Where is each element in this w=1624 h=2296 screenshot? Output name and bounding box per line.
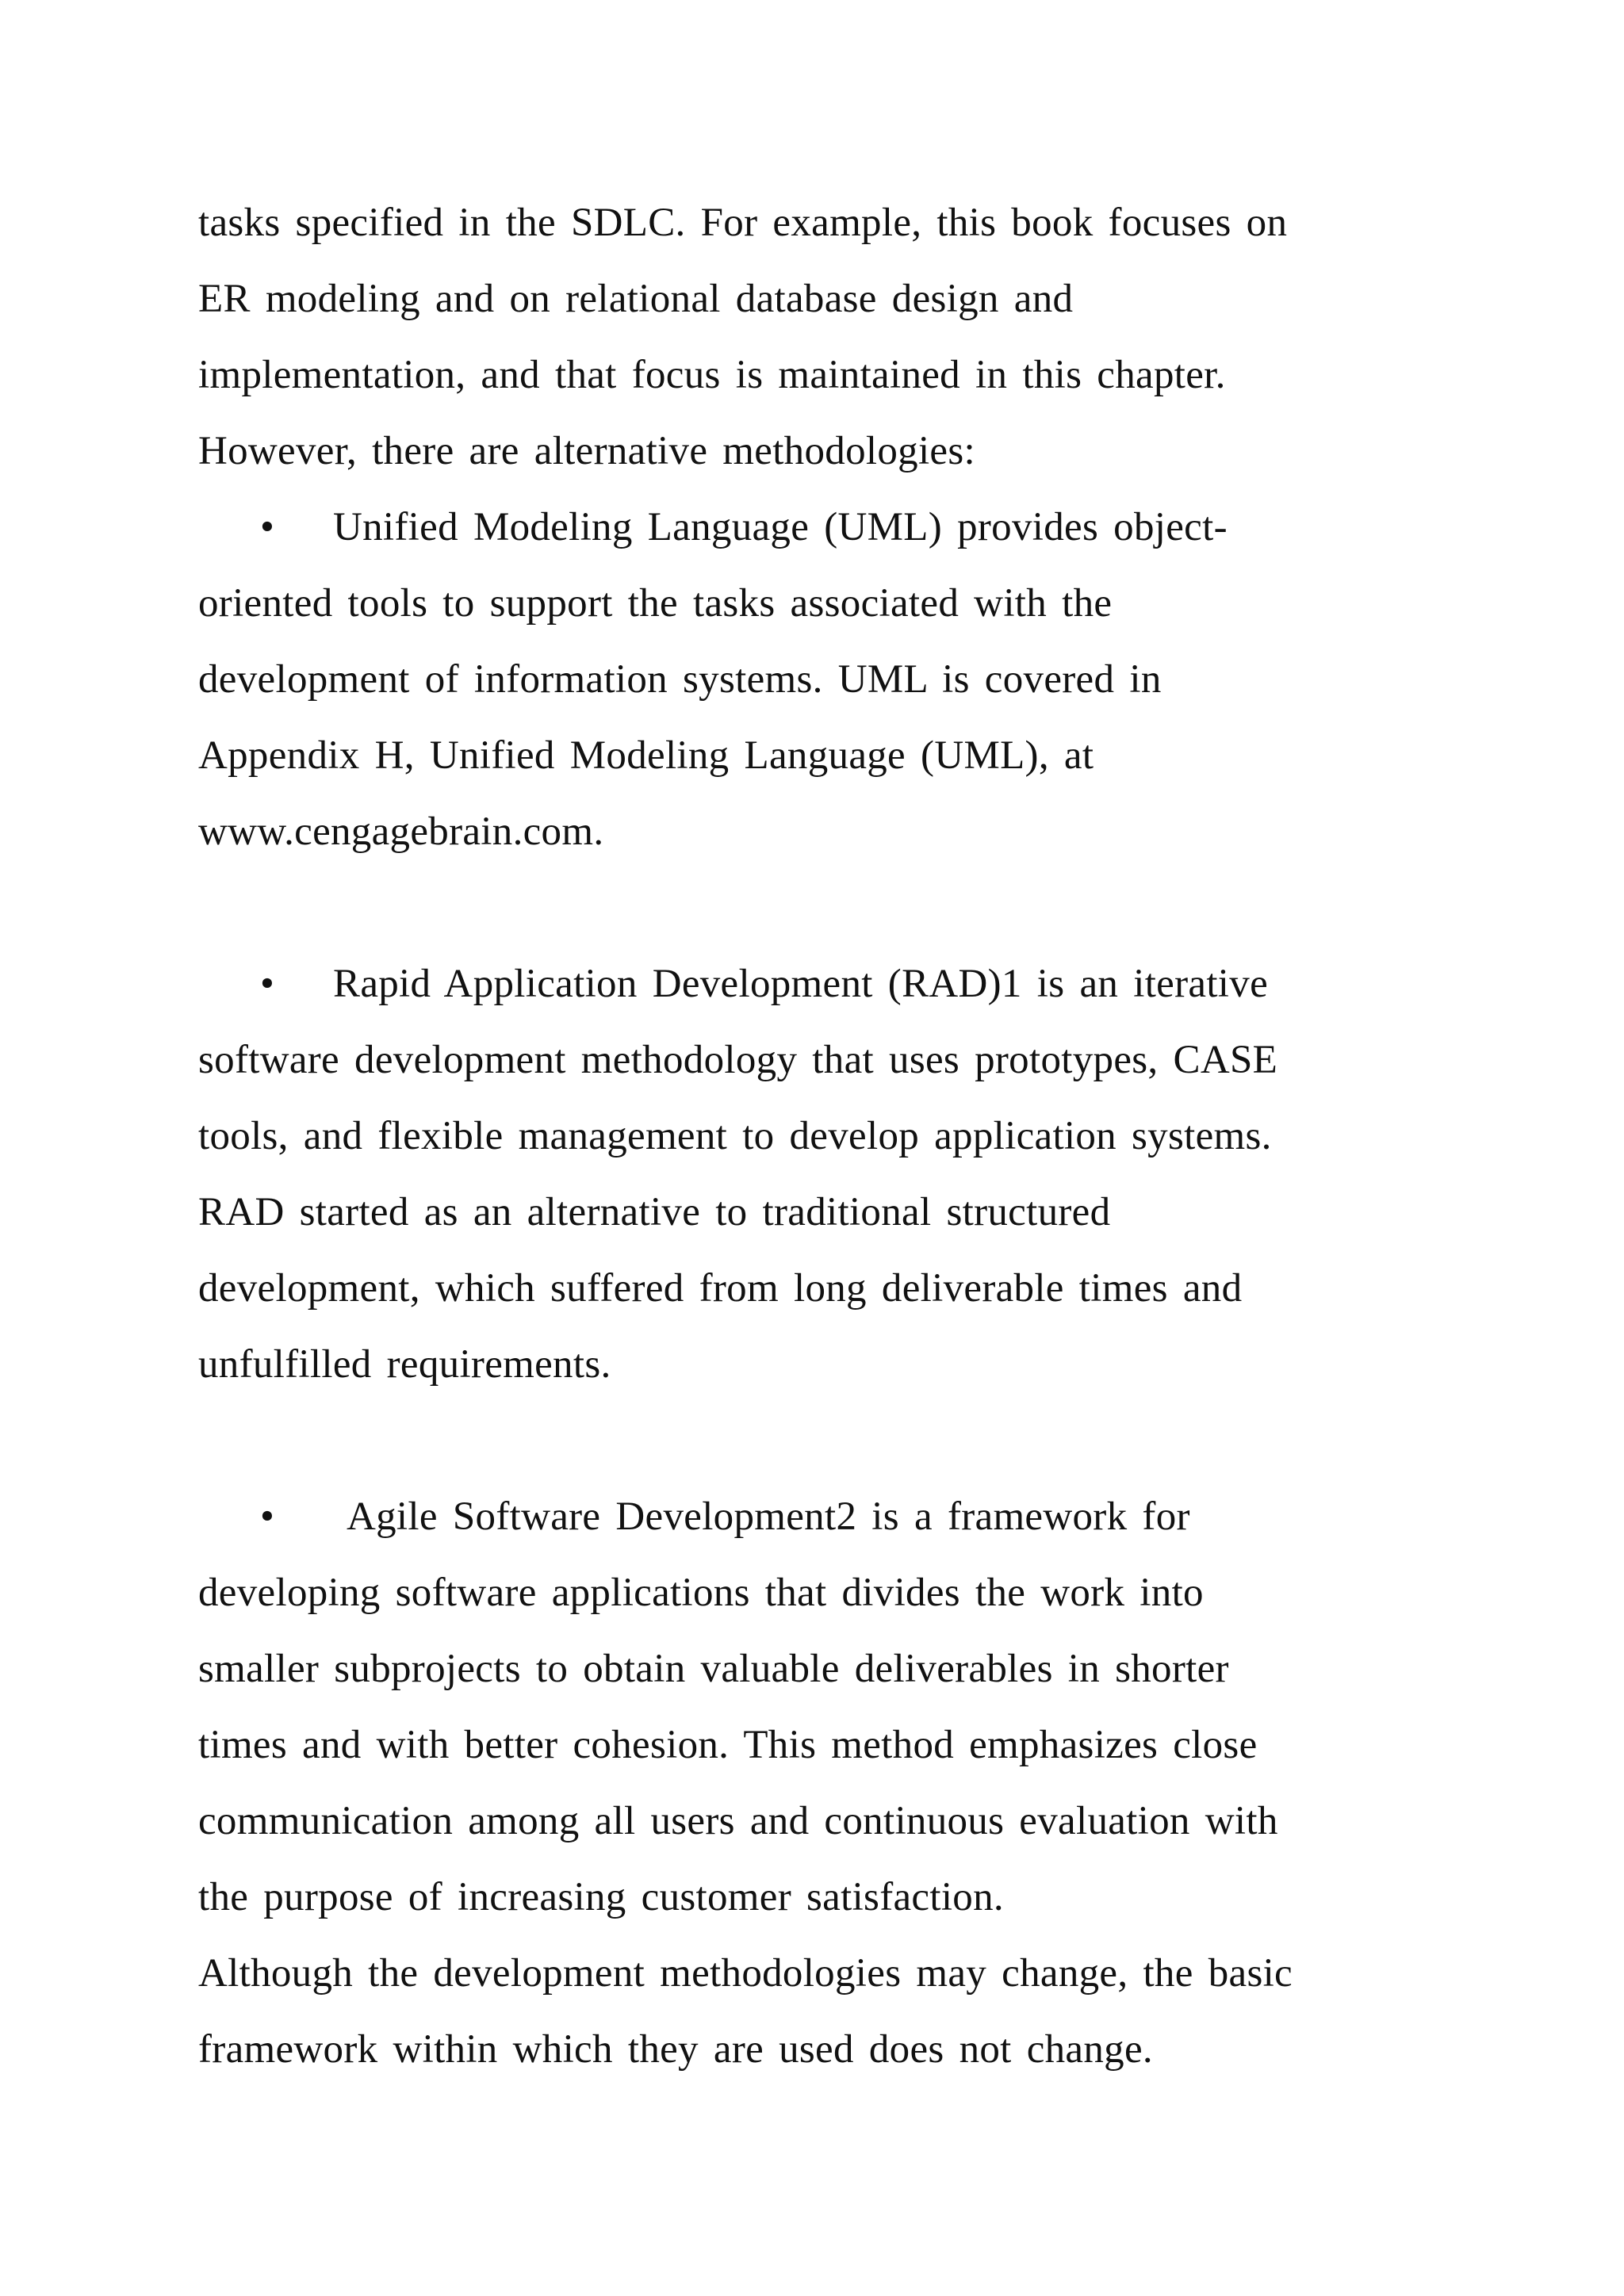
paragraph-line: tasks specified in the SDLC. For example, this book focuses on [198, 201, 1288, 245]
bullet-item-agile-line: communication among all users and continuous evaluation with [198, 1799, 1278, 1843]
paragraph-line: implementation, and that focus is maintained in this chapter. [198, 353, 1226, 397]
paragraph-line: However, there are alternative methodologies: [198, 429, 975, 473]
bullet-item-uml-link: www.cengagebrain.com. [198, 809, 604, 854]
bullet-item-agile-line: the purpose of increasing customer satisfaction. [198, 1875, 1004, 1919]
bullet-item-uml-line: Appendix H, Unified Modeling Language (UML), at [198, 733, 1094, 778]
bullet-item-rad-line: software development methodology that uses prototypes, CASE [198, 1038, 1278, 1082]
bullet-item-uml-line: development of information systems. UML is covered in [198, 657, 1162, 702]
bullet-icon: • [260, 1494, 274, 1539]
bullet-item-rad-first-line: Rapid Application Development (RAD)1 is an iterative [333, 962, 1269, 1006]
bullet-item-rad-line: tools, and flexible management to develop application systems. [198, 1114, 1272, 1158]
bullet-item-agile-line: times and with better cohesion. This method emphasizes close [198, 1723, 1258, 1767]
bullet-item-agile-line: developing software applications that divides the work into [198, 1571, 1204, 1615]
bullet-icon: • [260, 505, 274, 549]
paragraph-line: framework within which they are used does not change. [198, 2027, 1153, 2072]
bullet-item-agile-line: smaller subprojects to obtain valuable deliverables in shorter [198, 1647, 1229, 1691]
bullet-item-uml-first-line: Unified Modeling Language (UML) provides object- [333, 505, 1228, 549]
paragraph-line: ER modeling and on relational database design and [198, 277, 1074, 321]
bullet-item-agile-first-line: Agile Software Development2 is a framework for [347, 1494, 1190, 1539]
paragraph-line: Although the development methodologies may change, the basic [198, 1951, 1293, 1996]
bullet-item-rad-line: unfulfilled requirements. [198, 1342, 611, 1387]
bullet-item-uml-line: oriented tools to support the tasks associated with the [198, 581, 1113, 626]
bullet-item-rad-line: development, which suffered from long deliverable times and [198, 1266, 1243, 1311]
bullet-item-rad-line: RAD started as an alternative to traditional structured [198, 1190, 1111, 1234]
bullet-icon: • [260, 962, 274, 1006]
